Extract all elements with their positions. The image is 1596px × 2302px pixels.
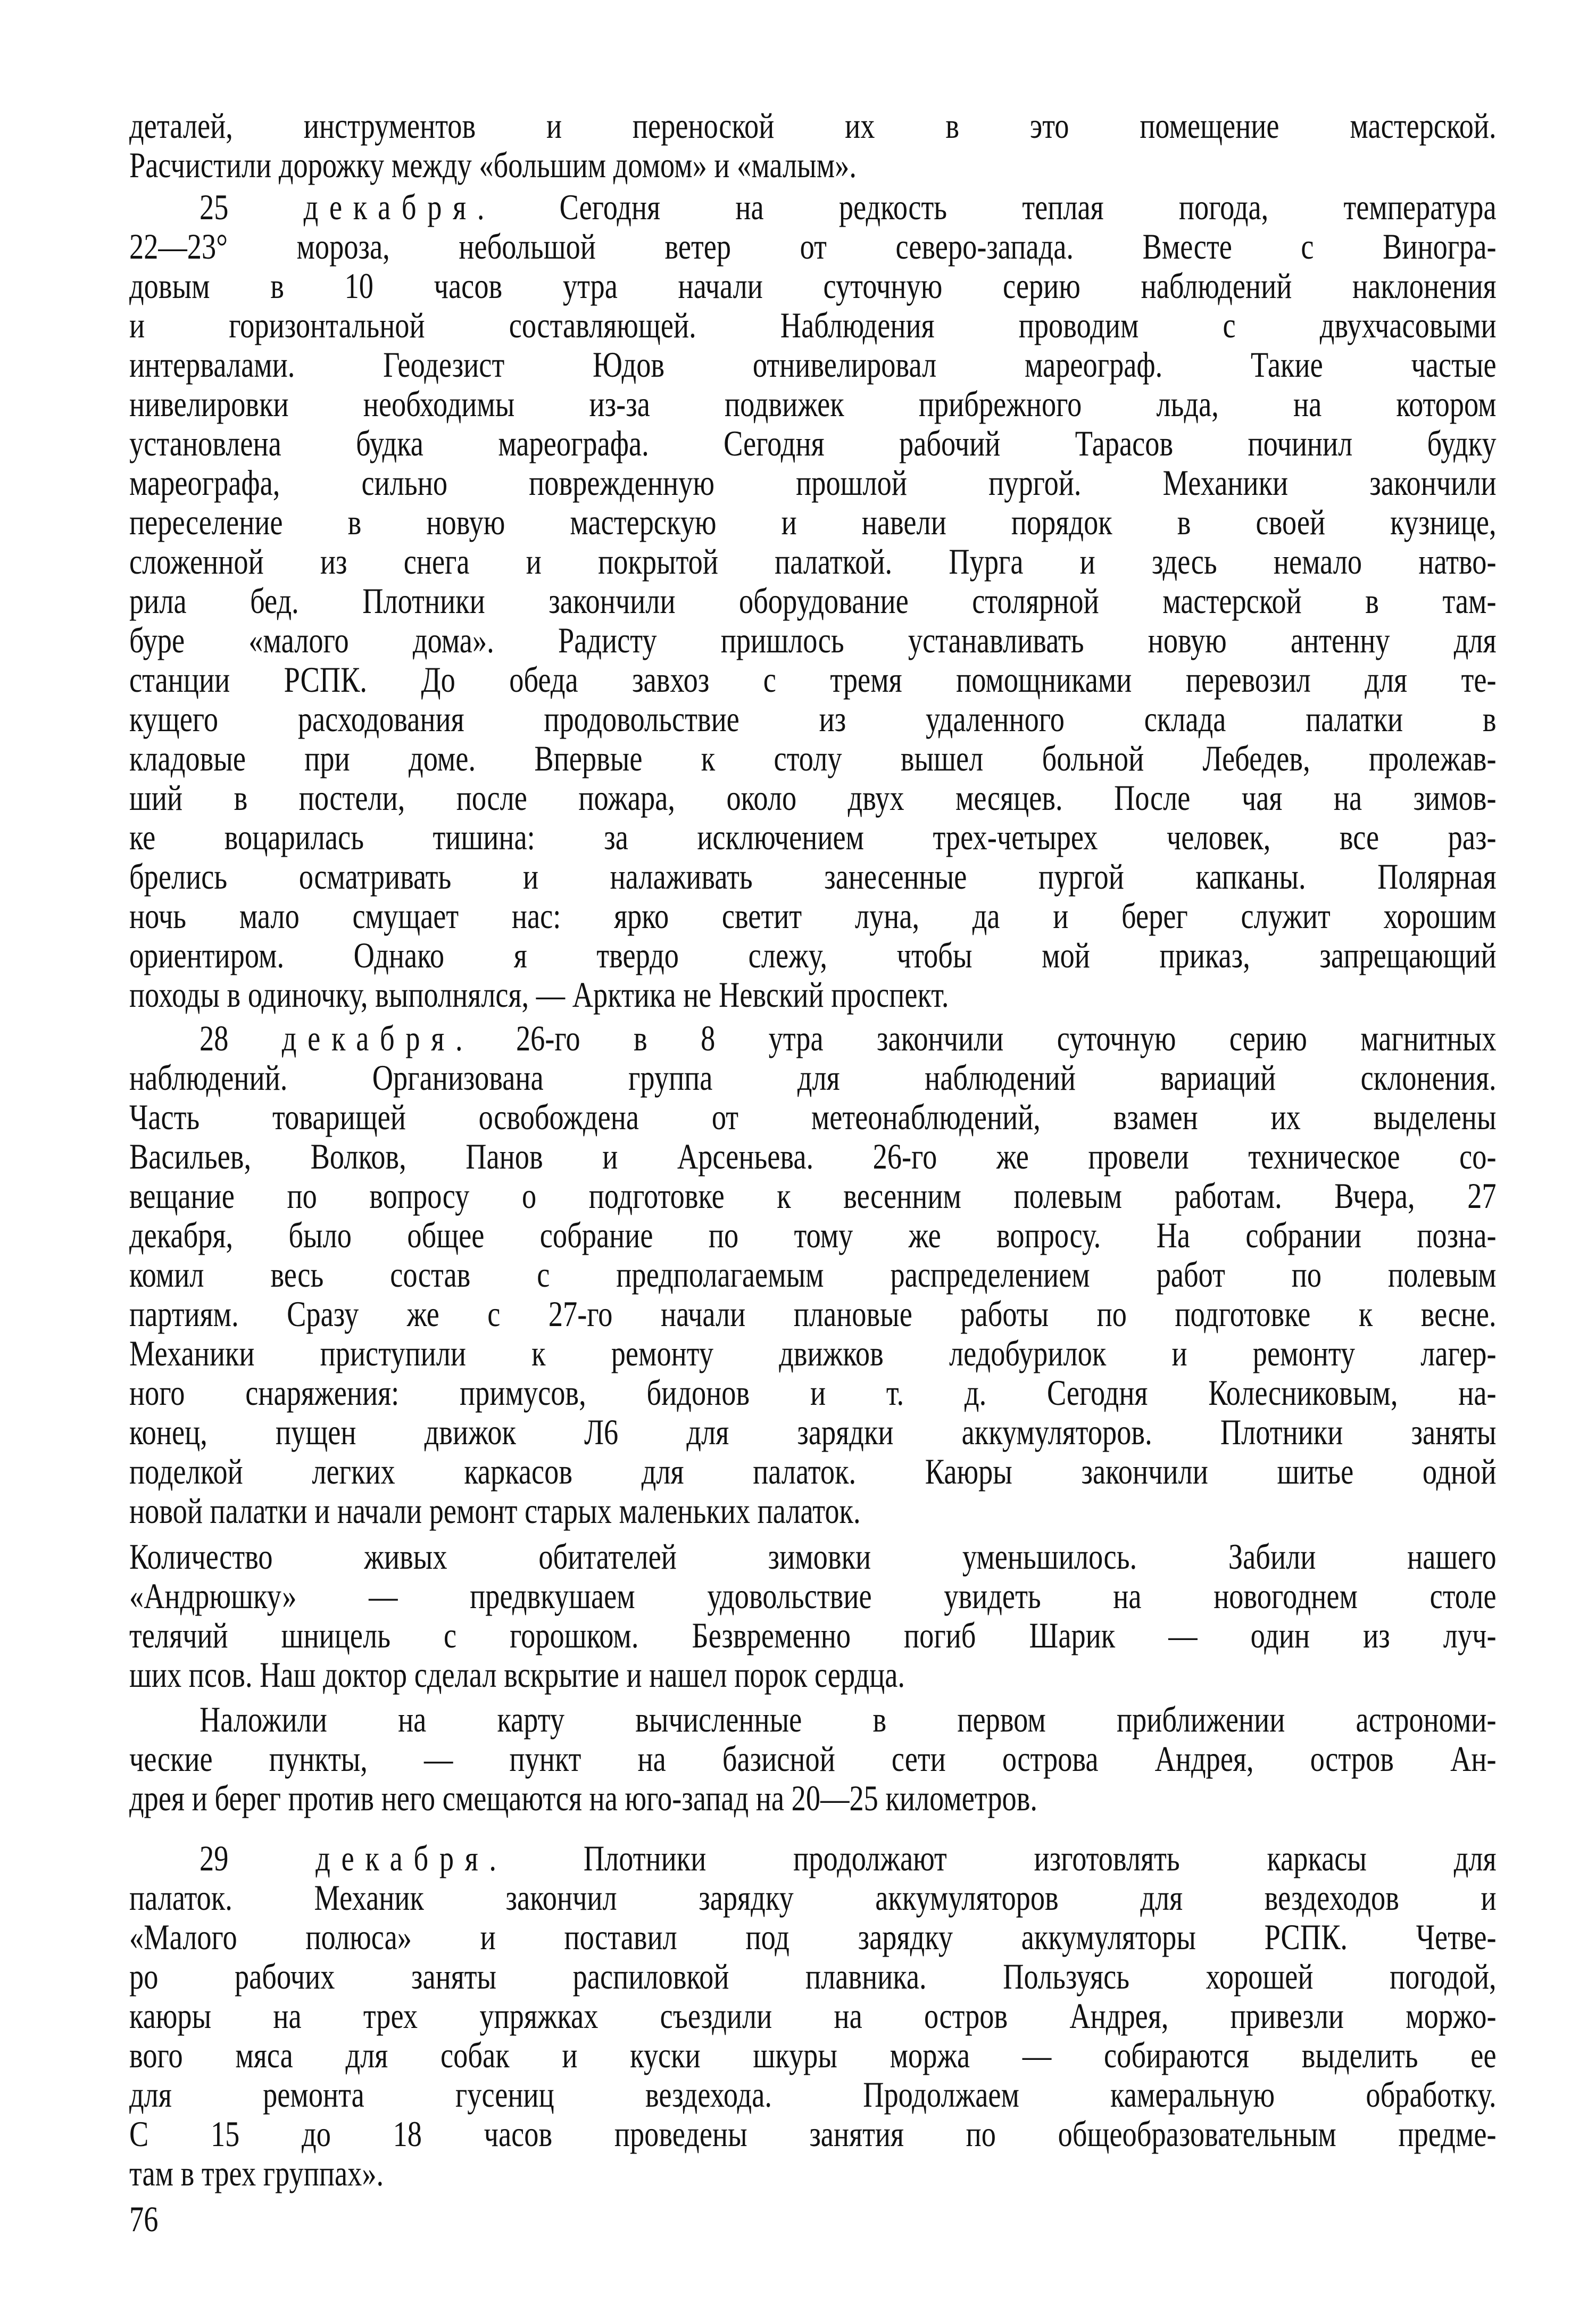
text-line: Наложили на карту вычисленные в первом приближении астрономи- — [200, 1699, 1497, 1740]
entry-month: декабря — [303, 187, 477, 227]
text-line: рила бед. Плотники закончили оборудование столярной мастерской в там- — [129, 581, 1497, 621]
text-line: декабря, было общее собрание по тому же вопросу. На собрании позна- — [129, 1215, 1497, 1255]
entry-month: декабря — [315, 1838, 489, 1878]
text-line: ночь мало смущает нас: ярко светит луна, да и берег служит хорошим — [129, 896, 1497, 936]
text-line: и горизонтальной составляющей. Наблюдения проводим с двухчасовыми — [129, 305, 1497, 345]
text-line: ро рабочих заняты распиловкой плавника. Пользуясь хорошей погодой, — [129, 1956, 1497, 1997]
text-line: интервалами. Геодезист Юдов отнивелировал мареограф. Такие частые — [129, 344, 1497, 385]
text-line: наблюдений. Организована группа для наблюдений вариаций склонения. — [129, 1057, 1497, 1098]
text-line: комил весь состав с предполагаемым распределением работ по полевым — [129, 1254, 1497, 1295]
text-line: довым в 10 часов утра начали суточную серию наблюдений наклонения — [129, 266, 1497, 306]
text-line: «Андрюшку» — предвкушаем удовольствие увидеть на новогоднем столе — [129, 1576, 1497, 1616]
text-line — [129, 187, 1497, 227]
text-line: С 15 до 18 часов проведены занятия по общеобразовательным предме- — [129, 2114, 1497, 2154]
text-line: дрея и берег против него смещаются на юго-запад на 20—25 километров. — [129, 1778, 1038, 1818]
text-line: Расчистили дорожку между «большим домом» и «малым». — [129, 145, 857, 185]
text-line: каюры на трех упряжках съездили на остров Андрея, привезли моржо- — [129, 1995, 1497, 2036]
text-line: мареографа, сильно поврежденную прошлой пургой. Механики закончили — [129, 462, 1497, 503]
text-line: поделкой легких каркасов для палаток. Каюры закончили шитье одной — [129, 1451, 1497, 1492]
text-line: кущего расходования продовольствие из удаленного склада палатки в — [129, 699, 1497, 739]
paragraph-continuation — [129, 106, 1497, 185]
text-line: новой палатки и начали ремонт старых маленьких палаток. — [129, 1490, 861, 1531]
text-line: для ремонта гусениц вездехода. Продолжаем камеральную обработку. — [129, 2074, 1497, 2115]
text-line: палаток. Механик закончил зарядку аккумуляторов для вездеходов и — [129, 1877, 1497, 1918]
text-line: Механики приступили к ремонту движков ледобурилок и ремонту лагер- — [129, 1333, 1497, 1373]
text-line: ческие пункты, — пункт на базисной сети острова Андрея, остров Ан- — [129, 1738, 1497, 1779]
page-text — [129, 106, 1497, 2239]
entry-month: декабря — [281, 1018, 455, 1058]
entry-dec-25 — [129, 187, 1497, 1014]
text-line: походы в одиночку, выполнялся, — Арктика не Невский проспект. — [129, 974, 949, 1015]
page-number: 76 — [129, 2199, 159, 2239]
text-line: установлена будка мареографа. Сегодня рабочий Тарасов починил будку — [129, 423, 1497, 463]
text-line: Количество живых обитателей зимовки уменьшилось. Забили нашего — [129, 1536, 1497, 1577]
text-line: «Малого полюса» и поставил под зарядку аккумуляторы РСПК. Четве- — [129, 1917, 1497, 1957]
entry-text: . Сегодня на редкость теплая погода, температура — [477, 187, 1497, 227]
text-line: деталей, инструментов и переноской их в это помещение мастерской. — [129, 105, 1497, 146]
text-line: ориентиром. Однако я твердо слежу, чтобы мой приказ, запрещающий — [129, 935, 1497, 975]
text-line: станции РСПК. До обеда завхоз с тремя помощниками перевозил для те- — [129, 659, 1497, 700]
text-line: ного снаряжения: примусов, бидонов и т. д. Сегодня Колесниковым, на- — [129, 1372, 1497, 1413]
text-line: Васильев, Волков, Панов и Арсеньева. 26-го же провели техническое со- — [129, 1136, 1497, 1177]
text-line — [129, 1839, 1497, 1878]
entry-dec-28 — [129, 1018, 1497, 1530]
entry-day: 29 — [200, 1838, 316, 1878]
paragraphs — [129, 106, 1497, 2193]
entry-text: . Плотники продолжают изготовлять каркасы для — [489, 1838, 1497, 1878]
text-line: партиям. Сразу же с 27-го начали плановые работы по подготовке к весне. — [129, 1294, 1497, 1334]
text-line: Часть товарищей освобождена от метеонаблюдений, взамен их выделены — [129, 1097, 1497, 1137]
entry-day: 25 — [200, 187, 304, 227]
text-line: сложенной из снега и покрытой палаткой. Пурга и здесь немало натво- — [129, 541, 1497, 582]
text-line: кладовые при доме. Впервые к столу вышел больной Лебедев, пролежав- — [129, 738, 1497, 779]
text-line: нивелировки необходимы из-за подвижек прибрежного льда, на котором — [129, 384, 1497, 424]
text-line: 22—23° мороза, небольшой ветер от северо-запада. Вместе с Виногра- — [129, 226, 1497, 267]
text-line: ке воцарилась тишина: за исключением трех-четырех человек, все раз- — [129, 817, 1497, 857]
text-line: брелись осматривать и налаживать занесенные пургой капканы. Полярная — [129, 856, 1497, 897]
text-line: ших псов. Наш доктор сделал вскрытие и нашел порок сердца. — [129, 1654, 905, 1695]
text-line — [129, 1018, 1497, 1058]
paragraph-astronomic-points — [129, 1700, 1497, 1818]
text-line: вещание по вопросу о подготовке к весенним полевым работам. Вчера, 27 — [129, 1175, 1497, 1216]
entry-text: . 26-го в 8 утра закончили суточную серию магнитных — [455, 1018, 1497, 1058]
text-line: конец, пущен движок Л6 для зарядки аккумуляторов. Плотники заняты — [129, 1412, 1497, 1452]
text-line: телячий шницель с горошком. Безвременно погиб Шарик — один из луч- — [129, 1615, 1497, 1655]
text-line: ший в постели, после пожара, около двух месяцев. После чая на зимов- — [129, 777, 1497, 818]
paragraph-animals — [129, 1537, 1497, 1694]
entry-day: 28 — [200, 1018, 282, 1058]
text-line: буре «малого дома». Радисту пришлось устанавливать новую антенну для — [129, 620, 1497, 660]
text-line: там в трех группах». — [129, 2153, 384, 2193]
entry-dec-29 — [129, 1839, 1497, 2193]
text-line: вого мяса для собак и куски шкуры моржа — собираются выделить ее — [129, 2035, 1497, 2075]
text-line: переселение в новую мастерскую и навели порядок в своей кузнице, — [129, 502, 1497, 542]
